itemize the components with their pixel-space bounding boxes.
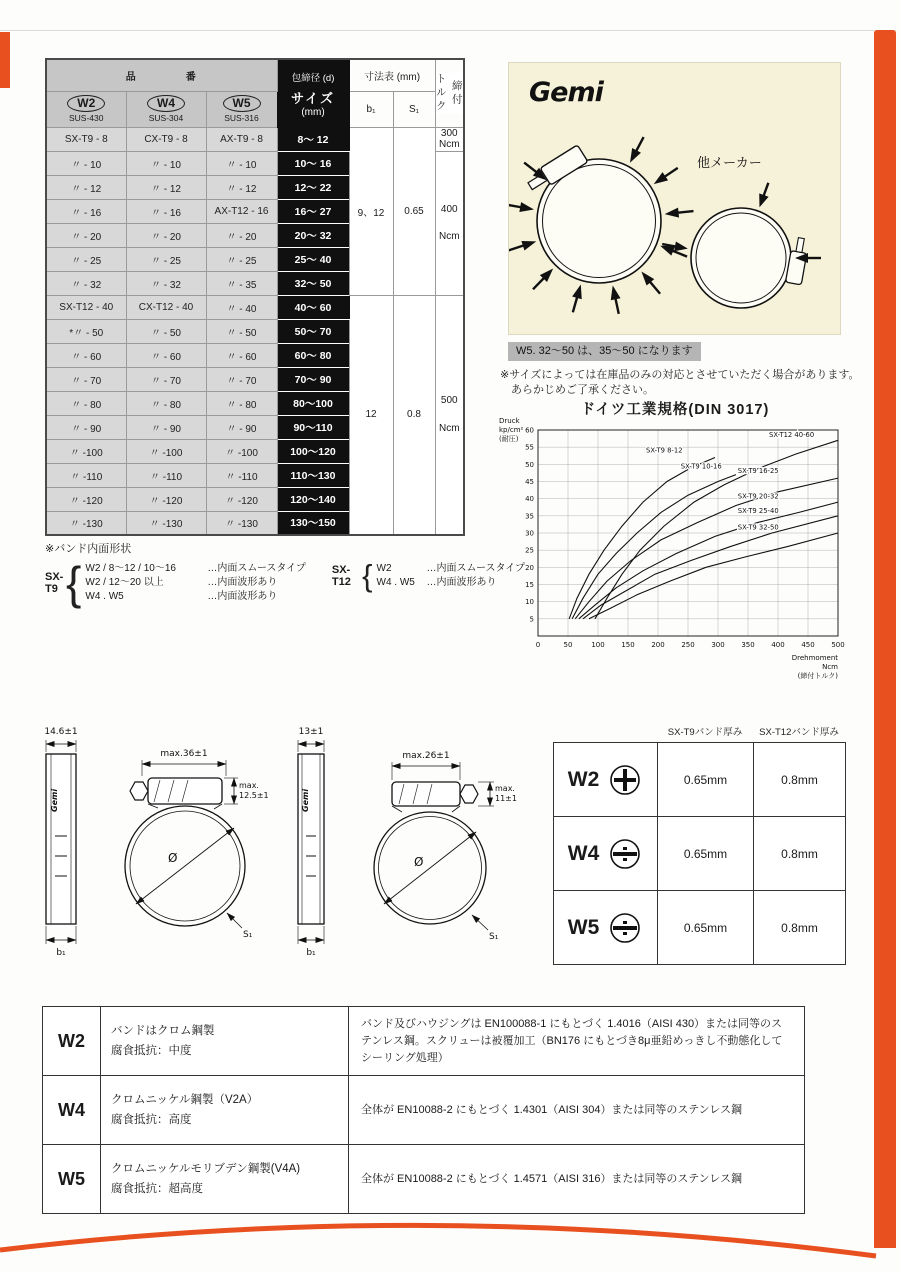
torque-value: 300 (440, 127, 458, 139)
torque-label-right: 締付 (450, 79, 463, 107)
screw-hex-head (130, 782, 148, 800)
svg-text:20: 20 (525, 563, 534, 572)
band-note-title: ※バンド内面形状 (45, 543, 132, 555)
svg-text:50: 50 (563, 641, 573, 649)
cell-w5: 〃 - 90 (206, 415, 277, 439)
slotted-screw-icon (607, 836, 643, 872)
cell-w5: AX-T12 - 16 (206, 199, 277, 223)
cell-size: 40～ 60 (277, 295, 349, 319)
cell-torque-400 (435, 151, 464, 295)
svg-text:25: 25 (525, 546, 534, 555)
note-line (85, 576, 306, 590)
clamp-pressure-diagram (509, 63, 842, 336)
note-line (85, 590, 306, 604)
material-table-wrap (42, 1006, 805, 1214)
page-edge-top-line (0, 30, 896, 31)
cell-w4: 〃 -100 (126, 439, 206, 463)
w5-oval: W5 (223, 95, 261, 112)
cell-w2: 〃 -110 (46, 463, 126, 487)
cell-size: 16～ 27 (277, 199, 349, 223)
cell-w4: 〃 - 16 (126, 199, 206, 223)
cell-size: 8～ 12 (277, 127, 349, 151)
table-row (554, 743, 846, 817)
cell-size: 12～ 22 (277, 175, 349, 199)
dim-housing-height-value: 12.5±1 (239, 791, 269, 800)
cell-w5: AX-T9 - 8 (206, 127, 277, 151)
chart-title: ドイツ工業規格(DIN 3017) (580, 402, 770, 418)
note-condition: W4 . W5 (376, 576, 415, 588)
w5-t9-thickness: 0.65mm (658, 891, 754, 965)
other-maker-label: 他メーカー (697, 156, 762, 171)
w5-description (101, 1145, 349, 1214)
cell-w2: 〃 - 70 (46, 367, 126, 391)
svg-text:200: 200 (651, 641, 665, 649)
svg-text:350: 350 (741, 641, 755, 649)
material-line1: クロムニッケルモリブデン鋼製(V4A) (111, 1163, 301, 1175)
svg-text:30: 30 (525, 529, 534, 538)
thickness-col-t12: SX-T12バンド厚み (759, 727, 839, 738)
w2-label: W2 (43, 1007, 101, 1076)
w4-t9-thickness: 0.65mm (658, 817, 754, 891)
svg-text:250: 250 (681, 641, 695, 649)
header-s1: S₁ (393, 91, 435, 127)
cell-w5: 〃 -120 (206, 487, 277, 511)
w4-label: W4 (567, 841, 600, 865)
note-result: …内面波形あり (207, 577, 278, 588)
svg-text:SX-T12 40-60: SX-T12 40-60 (769, 430, 815, 439)
torque-value: 400 (440, 203, 458, 215)
clamp-drawing-left (30, 716, 280, 971)
cell-w5: 〃 - 12 (206, 175, 277, 199)
y-axis-unit: kp/cm² (499, 426, 524, 434)
cell-torque-500 (435, 295, 464, 535)
cell-b1-group2: 12 (349, 295, 393, 535)
cell-w4: CX-T9 - 8 (126, 127, 206, 151)
w5-spec: 全体が EN10088-2 にもとづく 1.4571（AISI 316）または同等のステンレス鋼 (349, 1145, 805, 1214)
note-result: …内面スムースタイプ (207, 563, 306, 574)
accent-bar-right (874, 30, 896, 1248)
svg-text:35: 35 (525, 512, 534, 521)
sx-t9-label: SX-T9 (45, 571, 64, 595)
w5-label: W5 (43, 1145, 101, 1214)
svg-text:SX-T9 16-25: SX-T9 16-25 (737, 466, 779, 475)
sx-t12-label: SX-T12 (331, 563, 351, 588)
table-header-row (46, 59, 464, 91)
cell-w2: 〃 - 25 (46, 247, 126, 271)
cell-w5: 〃 - 20 (206, 223, 277, 247)
cell-size: 70～ 90 (277, 367, 349, 391)
cell-size: 50～ 70 (277, 319, 349, 343)
w2-material: SUS-430 (69, 113, 104, 123)
cell-w2: 〃 - 32 (46, 271, 126, 295)
w4-oval: W4 (147, 95, 185, 112)
header-part-number: 品 番 (46, 59, 277, 91)
cell-size: 32～ 50 (277, 271, 349, 295)
cell-w4: 〃 - 80 (126, 391, 206, 415)
cell-size: 60～ 80 (277, 343, 349, 367)
cell-w5: 〃 - 40 (206, 295, 277, 319)
cell-size: 130～150 (277, 511, 349, 535)
note-result: …内面波形あり (207, 591, 278, 602)
table-row (554, 891, 846, 965)
x-axis-label: Drehmoment (791, 654, 838, 662)
note-condition: W2 / 12～20 以上 (85, 577, 164, 588)
svg-text:150: 150 (621, 641, 635, 649)
dim-housing-height-value: 11±1 (495, 794, 517, 803)
cell-w4: 〃 -110 (126, 463, 206, 487)
cell-size: 20～ 32 (277, 223, 349, 247)
sx-t12-note (332, 560, 525, 591)
dim-diameter: Ø (414, 855, 424, 869)
cell-b1-group1: 9、12 (349, 127, 393, 295)
torque-unit: Ncm (438, 231, 460, 242)
svg-text:300: 300 (711, 641, 725, 649)
table-subheader-row (46, 91, 464, 127)
screw-housing (392, 782, 460, 806)
slotted-screw-icon (607, 910, 643, 946)
note-condition: W2 / 8～12 / 10～16 (85, 563, 176, 574)
w4-label: W4 (43, 1076, 101, 1145)
dim-diameter: Ø (168, 851, 178, 865)
band-strip (46, 754, 76, 924)
dim-housing-length: max.26±1 (402, 751, 450, 761)
cell-size: 120～140 (277, 487, 349, 511)
cell-w4: 〃 - 20 (126, 223, 206, 247)
product-table-wrap (45, 58, 465, 536)
w2-label: W2 (567, 767, 600, 791)
cell-w5: 〃 - 50 (206, 319, 277, 343)
w5-label: W5 (567, 915, 600, 939)
header-size-unit: (mm) (301, 107, 325, 119)
header-b1: b₁ (349, 91, 393, 127)
y-axis-label: Druck (499, 417, 520, 425)
w2-t9-thickness: 0.65mm (658, 743, 754, 817)
material-line2: 腐食抵抗：高度 (111, 1114, 192, 1126)
table-row (46, 127, 464, 151)
svg-text:0: 0 (535, 641, 541, 649)
cell-w4: 〃 - 10 (126, 151, 206, 175)
w5-cell (554, 891, 658, 965)
thickness-table-header (553, 724, 845, 738)
w5-size-note-text: W5. 32～50 は、35～50 になります (508, 342, 701, 361)
cell-size: 25～ 40 (277, 247, 349, 271)
gemi-comparison-box (508, 62, 841, 335)
note-result: …内面波形あり (426, 576, 497, 588)
stock-note-line2: あらかじめご了承ください。 (511, 384, 654, 396)
product-table (45, 58, 465, 536)
header-torque (435, 59, 464, 127)
svg-text:400: 400 (771, 641, 785, 649)
dim-s1: S₁ (243, 930, 253, 940)
header-w4 (126, 91, 206, 127)
header-size-label: サイズ (291, 91, 335, 107)
cell-w4: 〃 - 12 (126, 175, 206, 199)
w2-description (101, 1007, 349, 1076)
cell-w2: 〃 - 12 (46, 175, 126, 199)
cell-w4: 〃 - 60 (126, 343, 206, 367)
x-axis-note: (締付トルク) (797, 672, 838, 680)
svg-text:SX-T9 8-12: SX-T9 8-12 (646, 446, 683, 455)
dim-s1: S₁ (489, 932, 499, 942)
cell-torque-300 (435, 127, 464, 151)
cell-w5: 〃 -100 (206, 439, 277, 463)
cell-w4: 〃 - 70 (126, 367, 206, 391)
band-shape-note (45, 540, 525, 609)
table-row (554, 817, 846, 891)
header-w2 (46, 91, 126, 127)
material-table (42, 1006, 805, 1214)
stock-note-line1: ※サイズによっては在庫品のみの対応とさせていただく場合があります。 (500, 369, 860, 381)
gemi-logo: Gemi (529, 77, 603, 108)
svg-text:500: 500 (831, 641, 845, 649)
chart-plot-area (525, 427, 845, 650)
svg-text:SX-T9 32-50: SX-T9 32-50 (737, 523, 779, 532)
cell-w2: 〃 - 16 (46, 199, 126, 223)
w5-t12-thickness: 0.8mm (754, 891, 846, 965)
table-row (43, 1076, 805, 1145)
w4-description (101, 1076, 349, 1145)
thickness-table (553, 742, 846, 965)
stock-note (500, 368, 880, 398)
dim-end-width: 13±1 (298, 727, 324, 737)
svg-text:55: 55 (525, 443, 534, 452)
cell-w2: *〃 - 50 (46, 319, 126, 343)
dim-housing-height-label: max. (239, 781, 259, 790)
cell-size: 80～100 (277, 391, 349, 415)
table-row (43, 1007, 805, 1076)
cell-w2: 〃 - 20 (46, 223, 126, 247)
clamp-drawing-right (282, 716, 532, 971)
cell-s1-group1: 0.65 (393, 127, 435, 295)
svg-text:60: 60 (525, 426, 534, 435)
cell-w5: 〃 - 25 (206, 247, 277, 271)
thickness-col-t9: SX-T9バンド厚み (667, 727, 743, 738)
svg-text:SX-T9 20-32: SX-T9 20-32 (737, 492, 779, 501)
cell-size: 100～120 (277, 439, 349, 463)
svg-text:40: 40 (525, 495, 534, 504)
cell-w4: 〃 -130 (126, 511, 206, 535)
table-row (43, 1145, 805, 1214)
cell-w2: SX-T9 - 8 (46, 127, 126, 151)
svg-text:10: 10 (525, 598, 534, 607)
cell-size: 90～110 (277, 415, 349, 439)
w2-cell (554, 743, 658, 817)
svg-text:45: 45 (525, 478, 534, 486)
w2-spec: バンド及びハウジングは EN100088-1 にもとづく 1.4016（AISI 430）または同等のステンレス鋼。スクリューは被覆加工（BN176 にもとづき8μ亜鉛めっきし不動態化してシーリング処理） (349, 1007, 805, 1076)
note-line (85, 562, 306, 576)
y-axis-note: (耐圧) (499, 435, 519, 443)
dim-housing-height-label: max. (495, 784, 515, 793)
accent-bar-left (0, 32, 10, 88)
w4-spec: 全体が EN10088-2 にもとづく 1.4301（AISI 304）または同等のステンレス鋼 (349, 1076, 805, 1145)
cell-s1-group2: 0.8 (393, 295, 435, 535)
note-condition: W2 (376, 562, 392, 574)
w2-oval: W2 (67, 95, 105, 112)
band-logo: Gemi (50, 788, 59, 812)
cell-w2: 〃 -120 (46, 487, 126, 511)
cell-w2: 〃 - 80 (46, 391, 126, 415)
cell-w5: 〃 - 35 (206, 271, 277, 295)
cell-w4: 〃 - 25 (126, 247, 206, 271)
cell-w5: 〃 - 10 (206, 151, 277, 175)
torque-value: 500 (440, 395, 458, 407)
w4-t12-thickness: 0.8mm (754, 817, 846, 891)
svg-text:5: 5 (529, 615, 534, 624)
cell-w4: 〃 - 90 (126, 415, 206, 439)
cell-w4: 〃 -120 (126, 487, 206, 511)
material-line2: 腐食抵抗：中度 (111, 1045, 192, 1057)
band-logo: Gemi (301, 788, 310, 812)
material-line1: クロムニッケル鋼製（V2A） (111, 1094, 259, 1106)
cell-w5: 〃 -110 (206, 463, 277, 487)
dim-housing-length: max.36±1 (160, 749, 208, 759)
phillips-screw-icon (607, 762, 643, 798)
cell-w5: 〃 - 70 (206, 367, 277, 391)
cell-size: 10～ 16 (277, 151, 349, 175)
w4-material: SUS-304 (148, 113, 184, 123)
cell-w4: 〃 - 50 (126, 319, 206, 343)
w2-t12-thickness: 0.8mm (754, 743, 846, 817)
cell-w2: 〃 - 60 (46, 343, 126, 367)
cell-w2: SX-T12 - 40 (46, 295, 126, 319)
w5-size-note (508, 341, 701, 361)
note-result: …内面スムースタイプ (426, 562, 525, 574)
cell-w4: CX-T12 - 40 (126, 295, 206, 319)
cell-w4: 〃 - 32 (126, 271, 206, 295)
torque-unit: Ncm (438, 139, 460, 150)
header-size-column (277, 59, 349, 127)
dim-b1: b₁ (306, 948, 316, 958)
other-maker-clamp-drawing (661, 181, 821, 308)
brace-right-icon: { (362, 558, 373, 593)
svg-text:50: 50 (525, 460, 534, 469)
svg-text:15: 15 (525, 581, 534, 589)
w4-cell (554, 817, 658, 891)
thickness-table-wrap (553, 742, 846, 965)
cell-w2: 〃 -130 (46, 511, 126, 535)
material-line1: バンドはクロム鋼製 (111, 1025, 215, 1037)
note-condition: W4 . W5 (85, 591, 124, 602)
sx-t9-note (45, 557, 306, 609)
dim-b1: b₁ (56, 948, 66, 958)
torque-label-left: トルク (434, 73, 447, 114)
brace-left-icon: { (66, 557, 82, 609)
header-dims: 寸法表 (mm) (349, 59, 435, 91)
cell-w2: 〃 - 90 (46, 415, 126, 439)
w5-material: SUS-316 (224, 113, 259, 123)
gemi-clamp-drawing (509, 135, 694, 315)
header-w5 (206, 91, 277, 127)
cell-w5: 〃 - 60 (206, 343, 277, 367)
dim-end-width: 14.6±1 (44, 727, 78, 737)
x-axis-unit: Ncm (822, 663, 838, 671)
cell-size: 110～130 (277, 463, 349, 487)
material-line2: 腐食抵抗：超高度 (111, 1183, 203, 1195)
din-3017-chart (498, 414, 850, 682)
screw-hex-head (460, 785, 478, 803)
cell-w5: 〃 -130 (206, 511, 277, 535)
table-row (46, 295, 464, 319)
svg-text:100: 100 (591, 641, 605, 649)
svg-text:SX-T9 10-16: SX-T9 10-16 (680, 462, 722, 471)
svg-text:450: 450 (801, 641, 815, 649)
cell-w2: 〃 - 10 (46, 151, 126, 175)
header-wrap-dia: 包締径 (d) (291, 73, 335, 85)
torque-unit: Ncm (438, 422, 460, 434)
svg-text:SX-T9 25-40: SX-T9 25-40 (737, 507, 779, 516)
cell-w5: 〃 - 80 (206, 391, 277, 415)
cell-w2: 〃 -100 (46, 439, 126, 463)
